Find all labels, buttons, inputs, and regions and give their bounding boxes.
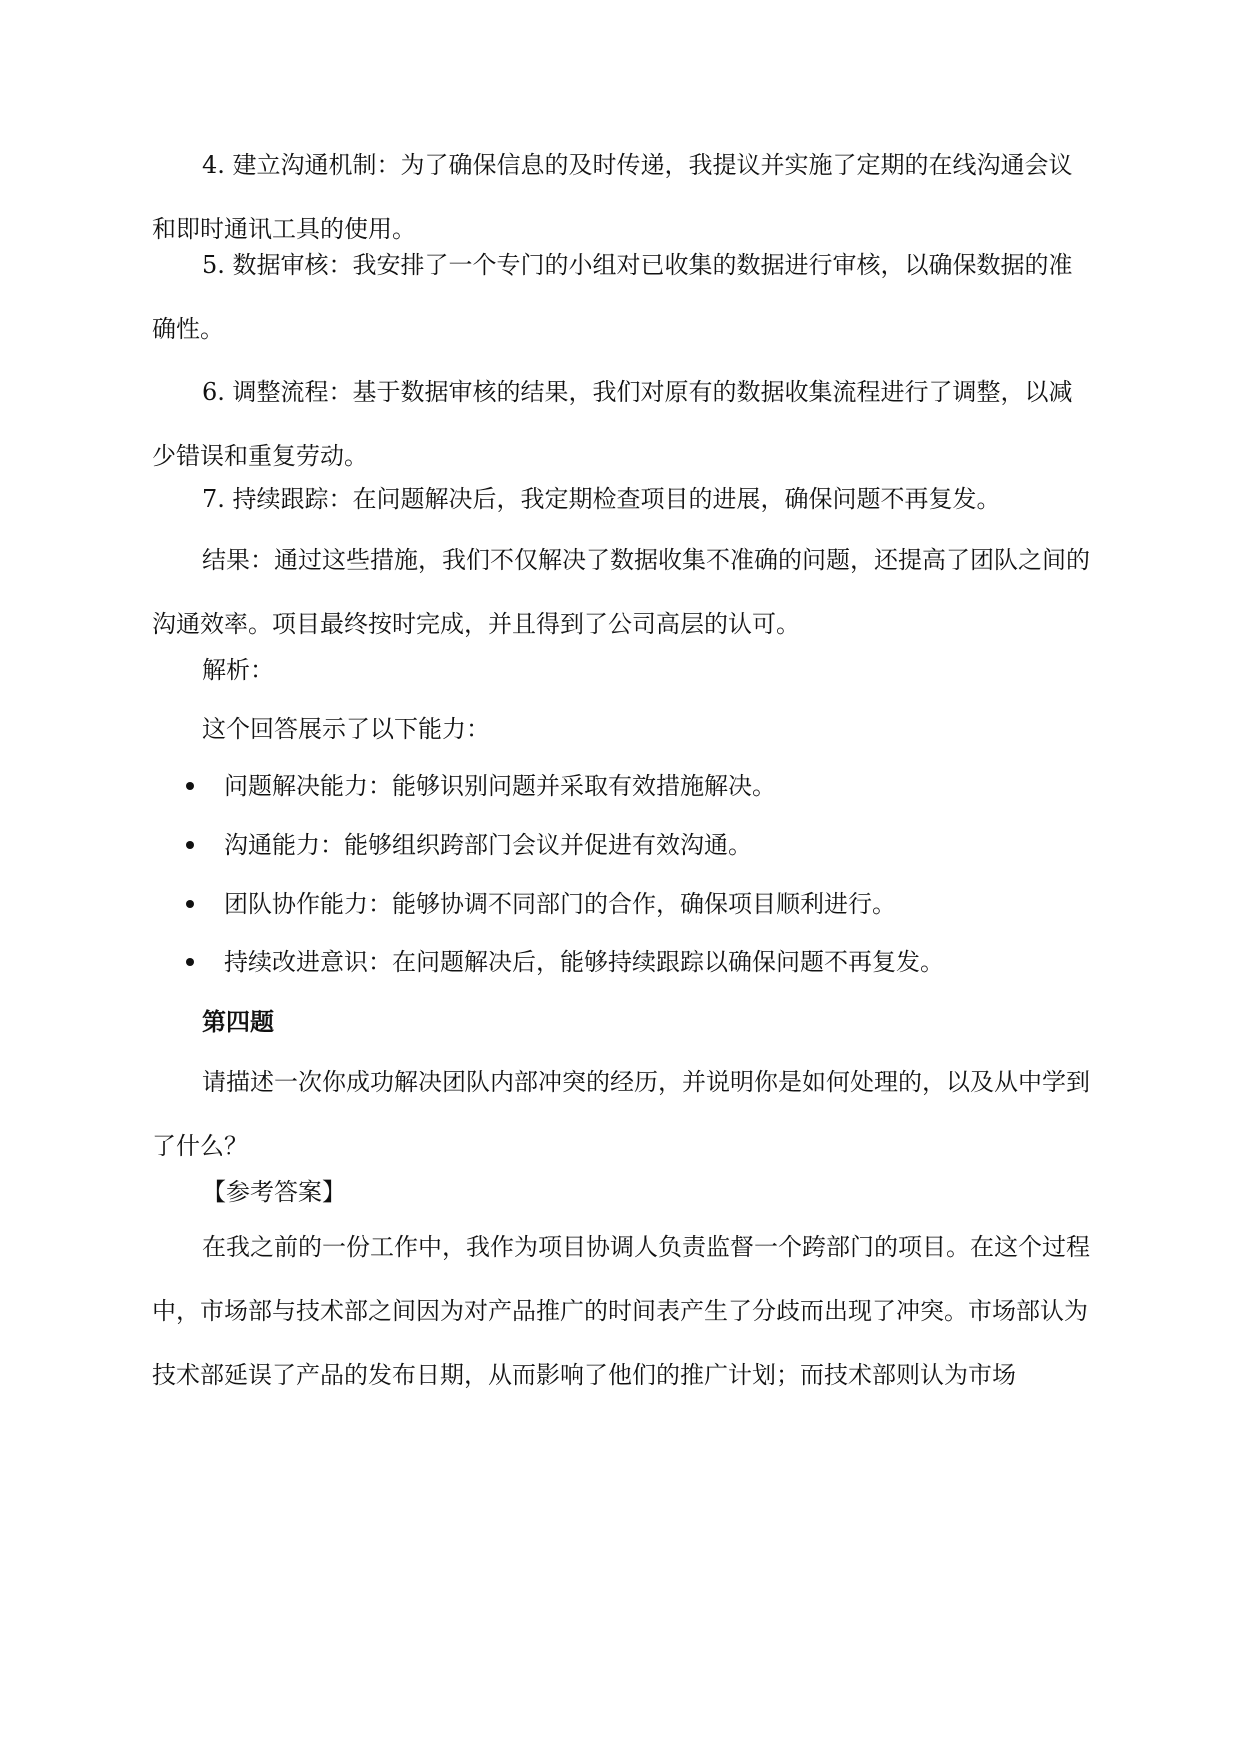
paragraph-step-4: 4. 建立沟通机制：为了确保信息的及时传递，我提议并实施了定期的在线沟通会议和即时通讯工具的使用。 (152, 151, 1073, 243)
bullet-icon (186, 900, 194, 908)
bullet-icon (186, 782, 194, 790)
list-item (186, 754, 1092, 818)
analysis-label: 解析： (202, 656, 274, 684)
bullet-icon (186, 841, 194, 849)
paragraph-result: 结果：通过这些措施，我们不仅解决了数据收集不准确的问题，还提高了团队之间的沟通效率。项目最终按时完成，并且得到了公司高层的认可。 (152, 546, 1090, 638)
list-item-text: 沟通能力：能够组织跨部门会议并促进有效沟通。 (224, 831, 752, 859)
paragraph-step-6: 6. 调整流程：基于数据审核的结果，我们对原有的数据收集流程进行了调整，以减少错误和重复劳动。 (152, 378, 1073, 470)
list-item (186, 872, 1092, 936)
analysis-intro: 这个回答展示了以下能力： (202, 715, 490, 743)
list-item-text: 团队协作能力：能够协调不同部门的合作，确保项目顺利进行。 (224, 890, 896, 918)
answer-label: 【参考答案】 (202, 1178, 346, 1206)
paragraph-step-7: 7. 持续跟踪：在问题解决后，我定期检查项目的进展，确保问题不再复发。 (202, 485, 1001, 513)
bullet-icon (186, 958, 194, 966)
answer-paragraph: 在我之前的一份工作中，我作为项目协调人负责监督一个跨部门的项目。在这个过程中，市场部与技术部之间因为对产品推广的时间表产生了分歧而出现了冲突。市场部认为技术部延误了产品的发布日期，从而影响了他们的推广计划；而技术部则认为市场 (152, 1233, 1090, 1389)
list-item (186, 813, 1092, 877)
list-item (186, 930, 1092, 994)
list-item-text: 持续改进意识：在问题解决后，能够持续跟踪以确保问题不再复发。 (224, 948, 944, 976)
paragraph-step-5: 5. 数据审核：我安排了一个专门的小组对已收集的数据进行审核，以确保数据的准确性。 (152, 251, 1073, 343)
question-heading: 第四题 (202, 1008, 274, 1036)
question-prompt: 请描述一次你成功解决团队内部冲突的经历，并说明你是如何处理的，以及从中学到了什么？ (152, 1068, 1090, 1160)
list-item-text: 问题解决能力：能够识别问题并采取有效措施解决。 (224, 772, 776, 800)
